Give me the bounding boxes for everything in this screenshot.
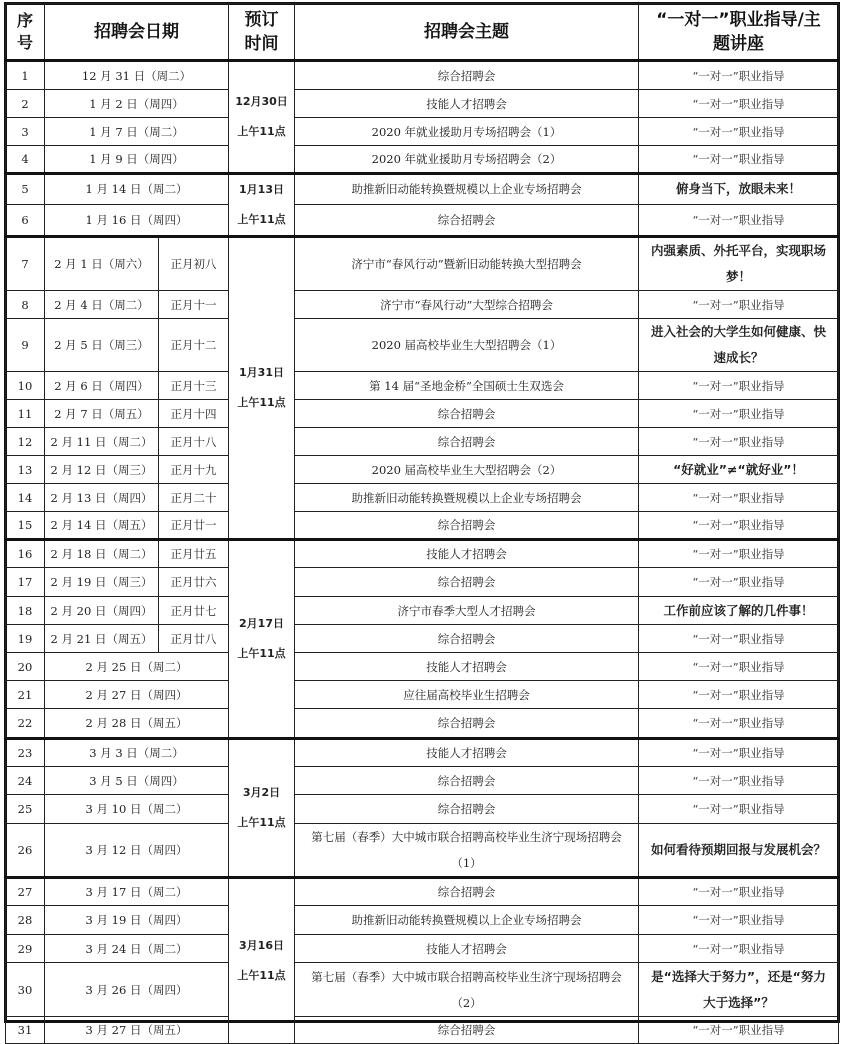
- table-row: [6, 597, 839, 625]
- seq-cell: 20: [6, 653, 45, 681]
- career-guidance-cell: “一对一”职业指导: [639, 291, 839, 319]
- table-row: [6, 512, 839, 540]
- seq-cell: 5: [6, 174, 45, 205]
- table-row: [6, 878, 839, 906]
- theme-cell: 技能人才招聘会: [295, 540, 639, 568]
- booking-date: 1月31日: [239, 366, 284, 379]
- seq-cell: 22: [6, 709, 45, 739]
- theme-cell: 2020 年就业援助月专场招聘会（2）: [295, 146, 639, 174]
- career-guidance-cell: “一对一”职业指导: [639, 681, 839, 709]
- date-cell: 2 月 19 日（周三）: [45, 568, 159, 597]
- theme-cell: 济宁市“春风行动”暨新旧动能转换大型招聘会: [295, 237, 639, 291]
- booking-date: 1月13日: [239, 183, 284, 196]
- table-row: [6, 795, 839, 824]
- booking-time-cell: [229, 878, 295, 1044]
- date-cell: 3 月 5 日（周四）: [45, 767, 229, 795]
- career-guidance-cell: “一对一”职业指导: [639, 400, 839, 428]
- seq-cell: 6: [6, 204, 45, 236]
- career-guidance-cell: “一对一”职业指导: [639, 146, 839, 174]
- date-cell: 2 月 11 日（周二）: [45, 428, 159, 456]
- seq-cell: 12: [6, 428, 45, 456]
- career-guidance-cell: “一对一”职业指导: [639, 428, 839, 456]
- table-row: [6, 204, 839, 236]
- table-row: [6, 709, 839, 739]
- table-row: [6, 540, 839, 568]
- theme-cell: 综合招聘会: [295, 767, 639, 795]
- header-theme: 招聘会主题: [295, 4, 639, 61]
- theme-cell: 助推新旧动能转换暨规模以上企业专场招聘会: [295, 174, 639, 205]
- date-cell: 2 月 5 日（周三）: [45, 319, 159, 372]
- theme-cell: 综合招聘会: [295, 878, 639, 906]
- table-row: [6, 653, 839, 681]
- seq-cell: 14: [6, 484, 45, 512]
- theme-cell: 助推新旧动能转换暨规模以上企业专场招聘会: [295, 484, 639, 512]
- header-row: [6, 4, 839, 61]
- theme-cell: 2020 届高校毕业生大型招聘会（1）: [295, 319, 639, 372]
- date-cell: 2 月 25 日（周二）: [45, 653, 229, 681]
- theme-cell: 综合招聘会: [295, 568, 639, 597]
- table-row: [6, 963, 839, 1017]
- career-guidance-cell: “一对一”职业指导: [639, 1017, 839, 1044]
- header-seq: 序号: [6, 4, 45, 61]
- theme-cell: 2020 届高校毕业生大型招聘会（2）: [295, 456, 639, 484]
- career-guidance-cell: “一对一”职业指导: [639, 625, 839, 653]
- lunar-date-cell: 正月廿一: [159, 512, 229, 540]
- theme-cell: 综合招聘会: [295, 204, 639, 236]
- booking-date: 12月30日: [235, 95, 288, 108]
- date-cell: 2 月 27 日（周四）: [45, 681, 229, 709]
- date-cell: 12 月 31 日（周二）: [45, 61, 229, 90]
- seq-cell: 16: [6, 540, 45, 568]
- career-guidance-cell: “一对一”职业指导: [639, 568, 839, 597]
- date-cell: 3 月 10 日（周二）: [45, 795, 229, 824]
- theme-cell: 综合招聘会: [295, 625, 639, 653]
- seq-cell: 25: [6, 795, 45, 824]
- career-guidance-cell: “一对一”职业指导: [639, 653, 839, 681]
- date-cell: 2 月 6 日（周四）: [45, 372, 159, 400]
- lunar-date-cell: 正月十三: [159, 372, 229, 400]
- lunar-date-cell: 正月十二: [159, 319, 229, 372]
- theme-cell: 技能人才招聘会: [295, 653, 639, 681]
- career-guidance-cell: “一对一”职业指导: [639, 935, 839, 963]
- date-cell: 2 月 1 日（周六）: [45, 237, 159, 291]
- lecture-topic-cell: 如何看待预期回报与发展机会？: [639, 824, 839, 878]
- table-row: [6, 767, 839, 795]
- career-guidance-cell: “一对一”职业指导: [639, 795, 839, 824]
- table-row: [6, 174, 839, 205]
- booking-time-cell: [229, 237, 295, 540]
- lunar-date-cell: 正月十九: [159, 456, 229, 484]
- table-row: [6, 625, 839, 653]
- date-cell: 1 月 7 日（周二）: [45, 118, 229, 146]
- lunar-date-cell: 正月十八: [159, 428, 229, 456]
- seq-cell: 26: [6, 824, 45, 878]
- date-cell: 2 月 13 日（周四）: [45, 484, 159, 512]
- seq-cell: 18: [6, 597, 45, 625]
- lunar-date-cell: 正月二十: [159, 484, 229, 512]
- lunar-date-cell: 正月初八: [159, 237, 229, 291]
- seq-cell: 10: [6, 372, 45, 400]
- date-cell: 3 月 17 日（周二）: [45, 878, 229, 906]
- career-guidance-cell: “一对一”职业指导: [639, 709, 839, 739]
- header-date: 招聘会日期: [45, 4, 229, 61]
- table-row: [6, 1017, 839, 1044]
- career-guidance-cell: “一对一”职业指导: [639, 906, 839, 935]
- table-row: [6, 118, 839, 146]
- seq-cell: 4: [6, 146, 45, 174]
- booking-hour: 上午11点: [237, 213, 286, 226]
- theme-cell: 综合招聘会: [295, 1017, 639, 1044]
- theme-cell: 技能人才招聘会: [295, 935, 639, 963]
- seq-cell: 27: [6, 878, 45, 906]
- seq-cell: 8: [6, 291, 45, 319]
- seq-cell: 29: [6, 935, 45, 963]
- lecture-topic-cell: 俯身当下，放眼未来！: [639, 174, 839, 205]
- seq-cell: 15: [6, 512, 45, 540]
- table-row: [6, 237, 839, 291]
- career-guidance-cell: “一对一”职业指导: [639, 878, 839, 906]
- lunar-date-cell: 正月廿六: [159, 568, 229, 597]
- theme-cell: 济宁市“春风行动”大型综合招聘会: [295, 291, 639, 319]
- seq-cell: 31: [6, 1017, 45, 1044]
- career-guidance-cell: “一对一”职业指导: [639, 118, 839, 146]
- date-cell: 2 月 21 日（周五）: [45, 625, 159, 653]
- theme-cell: 综合招聘会: [295, 709, 639, 739]
- date-cell: 2 月 20 日（周四）: [45, 597, 159, 625]
- table-row: [6, 739, 839, 767]
- booking-hour: 上午11点: [237, 125, 286, 138]
- seq-cell: 11: [6, 400, 45, 428]
- lunar-date-cell: 正月廿八: [159, 625, 229, 653]
- date-cell: 1 月 14 日（周二）: [45, 174, 229, 205]
- date-cell: 2 月 28 日（周五）: [45, 709, 229, 739]
- seq-cell: 3: [6, 118, 45, 146]
- career-guidance-cell: “一对一”职业指导: [639, 512, 839, 540]
- seq-cell: 2: [6, 90, 45, 118]
- career-guidance-cell: “一对一”职业指导: [639, 204, 839, 236]
- seq-cell: 21: [6, 681, 45, 709]
- theme-cell: 第 14 届“圣地金桥”全国硕士生双选会: [295, 372, 639, 400]
- seq-cell: 13: [6, 456, 45, 484]
- table-row: [6, 400, 839, 428]
- theme-cell: 综合招聘会: [295, 428, 639, 456]
- lecture-topic-cell: 工作前应该了解的几件事！: [639, 597, 839, 625]
- seq-cell: 24: [6, 767, 45, 795]
- seq-cell: 7: [6, 237, 45, 291]
- date-cell: 2 月 7 日（周五）: [45, 400, 159, 428]
- table-row: [6, 319, 839, 372]
- theme-cell: 技能人才招聘会: [295, 739, 639, 767]
- career-guidance-cell: “一对一”职业指导: [639, 61, 839, 90]
- seq-cell: 30: [6, 963, 45, 1017]
- theme-cell: 济宁市春季大型人才招聘会: [295, 597, 639, 625]
- booking-time-cell: [229, 61, 295, 174]
- table-row: [6, 935, 839, 963]
- seq-cell: 17: [6, 568, 45, 597]
- theme-cell: 综合招聘会: [295, 795, 639, 824]
- date-cell: 3 月 3 日（周二）: [45, 739, 229, 767]
- table-row: [6, 484, 839, 512]
- lunar-date-cell: 正月廿五: [159, 540, 229, 568]
- table-row: [6, 906, 839, 935]
- booking-date: 2月17日: [239, 617, 284, 630]
- lecture-topic-cell: 进入社会的大学生如何健康、快速成长？: [639, 319, 839, 372]
- date-cell: 2 月 4 日（周二）: [45, 291, 159, 319]
- theme-cell: 综合招聘会: [295, 512, 639, 540]
- seq-cell: 1: [6, 61, 45, 90]
- theme-cell: 第七届（春季）大中城市联合招聘高校毕业生济宁现场招聘会（2）: [295, 963, 639, 1017]
- header-lecture: “一对一”职业指导/主题讲座: [639, 4, 839, 61]
- table-row: [6, 824, 839, 878]
- table-row: [6, 456, 839, 484]
- booking-time-cell: [229, 739, 295, 878]
- booking-hour: 上午11点: [237, 396, 286, 409]
- career-guidance-cell: “一对一”职业指导: [639, 739, 839, 767]
- career-guidance-cell: “一对一”职业指导: [639, 372, 839, 400]
- date-cell: 1 月 2 日（周四）: [45, 90, 229, 118]
- booking-date: 3月16日: [239, 939, 284, 952]
- date-cell: 3 月 26 日（周四）: [45, 963, 229, 1017]
- lecture-topic-cell: “好就业”≠“就好业”！: [639, 456, 839, 484]
- table-row: [6, 61, 839, 90]
- job-fair-schedule-table: [5, 3, 839, 1044]
- seq-cell: 9: [6, 319, 45, 372]
- date-cell: 2 月 12 日（周三）: [45, 456, 159, 484]
- date-cell: 3 月 12 日（周四）: [45, 824, 229, 878]
- booking-date: 3月2日: [242, 786, 281, 799]
- theme-cell: 第七届（春季）大中城市联合招聘高校毕业生济宁现场招聘会（1）: [295, 824, 639, 878]
- date-cell: 3 月 27 日（周五）: [45, 1017, 229, 1044]
- booking-time-cell: [229, 540, 295, 739]
- lecture-topic-cell: 是“选择大于努力”，还是“努力大于选择”？: [639, 963, 839, 1017]
- seq-cell: 28: [6, 906, 45, 935]
- lunar-date-cell: 正月廿七: [159, 597, 229, 625]
- career-guidance-cell: “一对一”职业指导: [639, 540, 839, 568]
- theme-cell: 综合招聘会: [295, 61, 639, 90]
- header-booking-time: 预订时间: [229, 4, 295, 61]
- booking-time-cell: [229, 174, 295, 237]
- date-cell: 1 月 9 日（周四）: [45, 146, 229, 174]
- seq-cell: 23: [6, 739, 45, 767]
- table-row: [6, 146, 839, 174]
- table-row: [6, 568, 839, 597]
- theme-cell: 应往届高校毕业生招聘会: [295, 681, 639, 709]
- date-cell: 2 月 18 日（周二）: [45, 540, 159, 568]
- table-row: [6, 291, 839, 319]
- career-guidance-cell: “一对一”职业指导: [639, 767, 839, 795]
- booking-hour: 上午11点: [237, 969, 286, 982]
- lecture-topic-cell: 内强素质、外托平台，实现职场梦！: [639, 237, 839, 291]
- lunar-date-cell: 正月十四: [159, 400, 229, 428]
- lunar-date-cell: 正月十一: [159, 291, 229, 319]
- table-row: [6, 428, 839, 456]
- table-row: [6, 372, 839, 400]
- theme-cell: 2020 年就业援助月专场招聘会（1）: [295, 118, 639, 146]
- table-row: [6, 681, 839, 709]
- career-guidance-cell: “一对一”职业指导: [639, 90, 839, 118]
- seq-cell: 19: [6, 625, 45, 653]
- booking-hour: 上午11点: [237, 647, 286, 660]
- theme-cell: 助推新旧动能转换暨规模以上企业专场招聘会: [295, 906, 639, 935]
- date-cell: 1 月 16 日（周四）: [45, 204, 229, 236]
- date-cell: 2 月 14 日（周五）: [45, 512, 159, 540]
- date-cell: 3 月 24 日（周二）: [45, 935, 229, 963]
- theme-cell: 技能人才招聘会: [295, 90, 639, 118]
- career-guidance-cell: “一对一”职业指导: [639, 484, 839, 512]
- date-cell: 3 月 19 日（周四）: [45, 906, 229, 935]
- booking-hour: 上午11点: [237, 816, 286, 829]
- theme-cell: 综合招聘会: [295, 400, 639, 428]
- table-row: [6, 90, 839, 118]
